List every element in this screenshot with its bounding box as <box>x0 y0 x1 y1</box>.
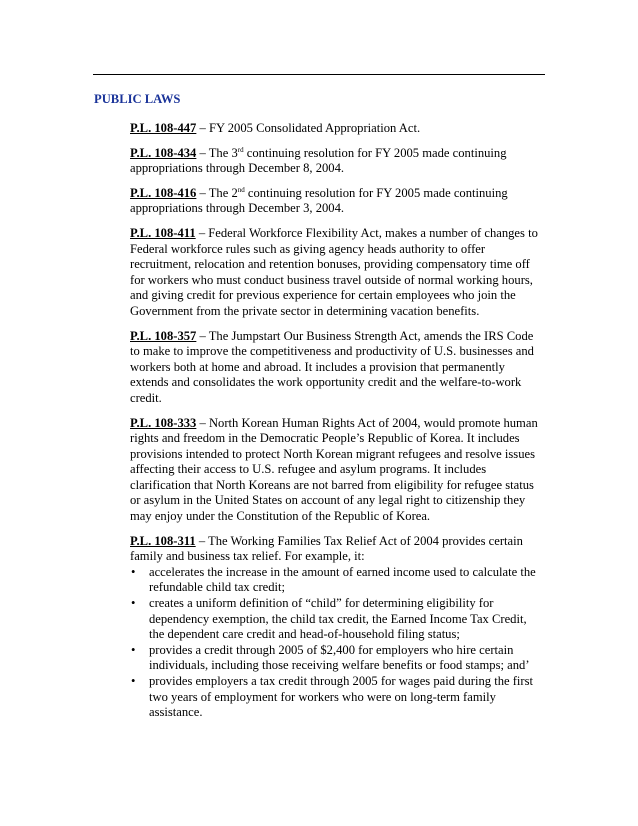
law-id-link[interactable]: P.L. 108-357 <box>130 328 197 343</box>
header-rule <box>93 74 545 75</box>
ordinal-suffix: rd <box>237 145 244 154</box>
law-id-link[interactable]: P.L. 108-311 <box>130 533 196 548</box>
law-entry <box>130 186 544 217</box>
law-description: – The 3 <box>196 145 238 160</box>
provision-item <box>130 674 544 721</box>
section-heading: PUBLIC LAWS <box>94 92 181 106</box>
law-intro <box>130 534 544 565</box>
provision-list <box>130 565 544 721</box>
provision-item <box>130 643 544 674</box>
ordinal-suffix: nd <box>237 185 245 194</box>
bullet-icon: • <box>131 642 136 657</box>
provision-item <box>130 565 544 596</box>
law-description: – The Working Families Tax Relief Act of 2004 provides certain family and business tax relief. For example, it: <box>130 533 523 564</box>
law-id-link[interactable]: P.L. 108-447 <box>130 121 197 135</box>
law-entry <box>130 226 544 320</box>
law-entry <box>130 329 544 407</box>
law-description: – FY 2005 Consolidated Appropriation Act. <box>196 121 421 135</box>
provision-text: provides employers a tax credit through 2005 for wages paid during the first two years of employment for workers who were on long-term family assistance. <box>149 674 534 720</box>
law-entry <box>130 416 544 525</box>
law-id-link[interactable]: P.L. 108-416 <box>130 185 197 200</box>
law-description: continuing resolution for FY 2005 made continuing appropriations through December 3, 2004. <box>130 185 508 216</box>
law-description: – The Jumpstart Our Business Strength Act, amends the IRS Code to make to improve the competitiveness and productivity of U.S. businesses and workers both at home and abroad. It includes a provision that permanently extends and consolidates the work opportunity credit and the welfare-to-work credit. <box>130 328 534 405</box>
law-description: – The 2 <box>196 185 238 200</box>
law-id-link[interactable]: P.L. 108-434 <box>130 145 197 160</box>
provision-text: provides a credit through 2005 of $2,400 for employers who hire certain individuals, including those receiving welfare benefits or food stamps; and’ <box>149 642 530 673</box>
laws-list <box>130 121 544 730</box>
bullet-icon: • <box>131 564 136 579</box>
law-description: – Federal Workforce Flexibility Act, makes a number of changes to Federal workforce rules such as giving agency heads authority to offer recruitment, relocation and retention bonuses, providing compensatory time off for workers who must conduct business travel outside of normal working hours, and giving credit for previous experience for certain employees who join the Government from the private sector in determining vacation benefits. <box>130 225 538 318</box>
law-description: continuing resolution for FY 2005 made continuing appropriations through December 8, 2004. <box>130 145 507 176</box>
law-id-link[interactable]: P.L. 108-333 <box>130 415 197 430</box>
provision-text: accelerates the increase in the amount of earned income used to calculate the refundable child tax credit; <box>149 564 536 595</box>
bullet-icon: • <box>131 674 136 688</box>
law-description: – North Korean Human Rights Act of 2004, would promote human rights and freedom in the Democratic People’s Republic of Korea. It includes provisions intended to protect North Korean migrant refugees and resolve issues affecting their access to U.S. refugee and asylum programs. It includes clarification that North Koreans are not barred from eligibility for refugee status or asylum in the United States on account of any legal right to citizenship they may enjoy under the Constitution of the Republic of Korea. <box>130 415 538 524</box>
law-id-link[interactable]: P.L. 108-411 <box>130 225 196 240</box>
law-entry <box>130 534 544 721</box>
bullet-icon: • <box>131 596 136 611</box>
law-entry <box>130 146 544 177</box>
provision-item <box>130 596 544 643</box>
provision-text: creates a uniform definition of “child” for determining eligibility for dependency exemption, the child tax credit, the Earned Income Tax Credit, the dependent care credit and head-of-household filing status; <box>149 596 527 642</box>
law-entry <box>130 121 544 137</box>
